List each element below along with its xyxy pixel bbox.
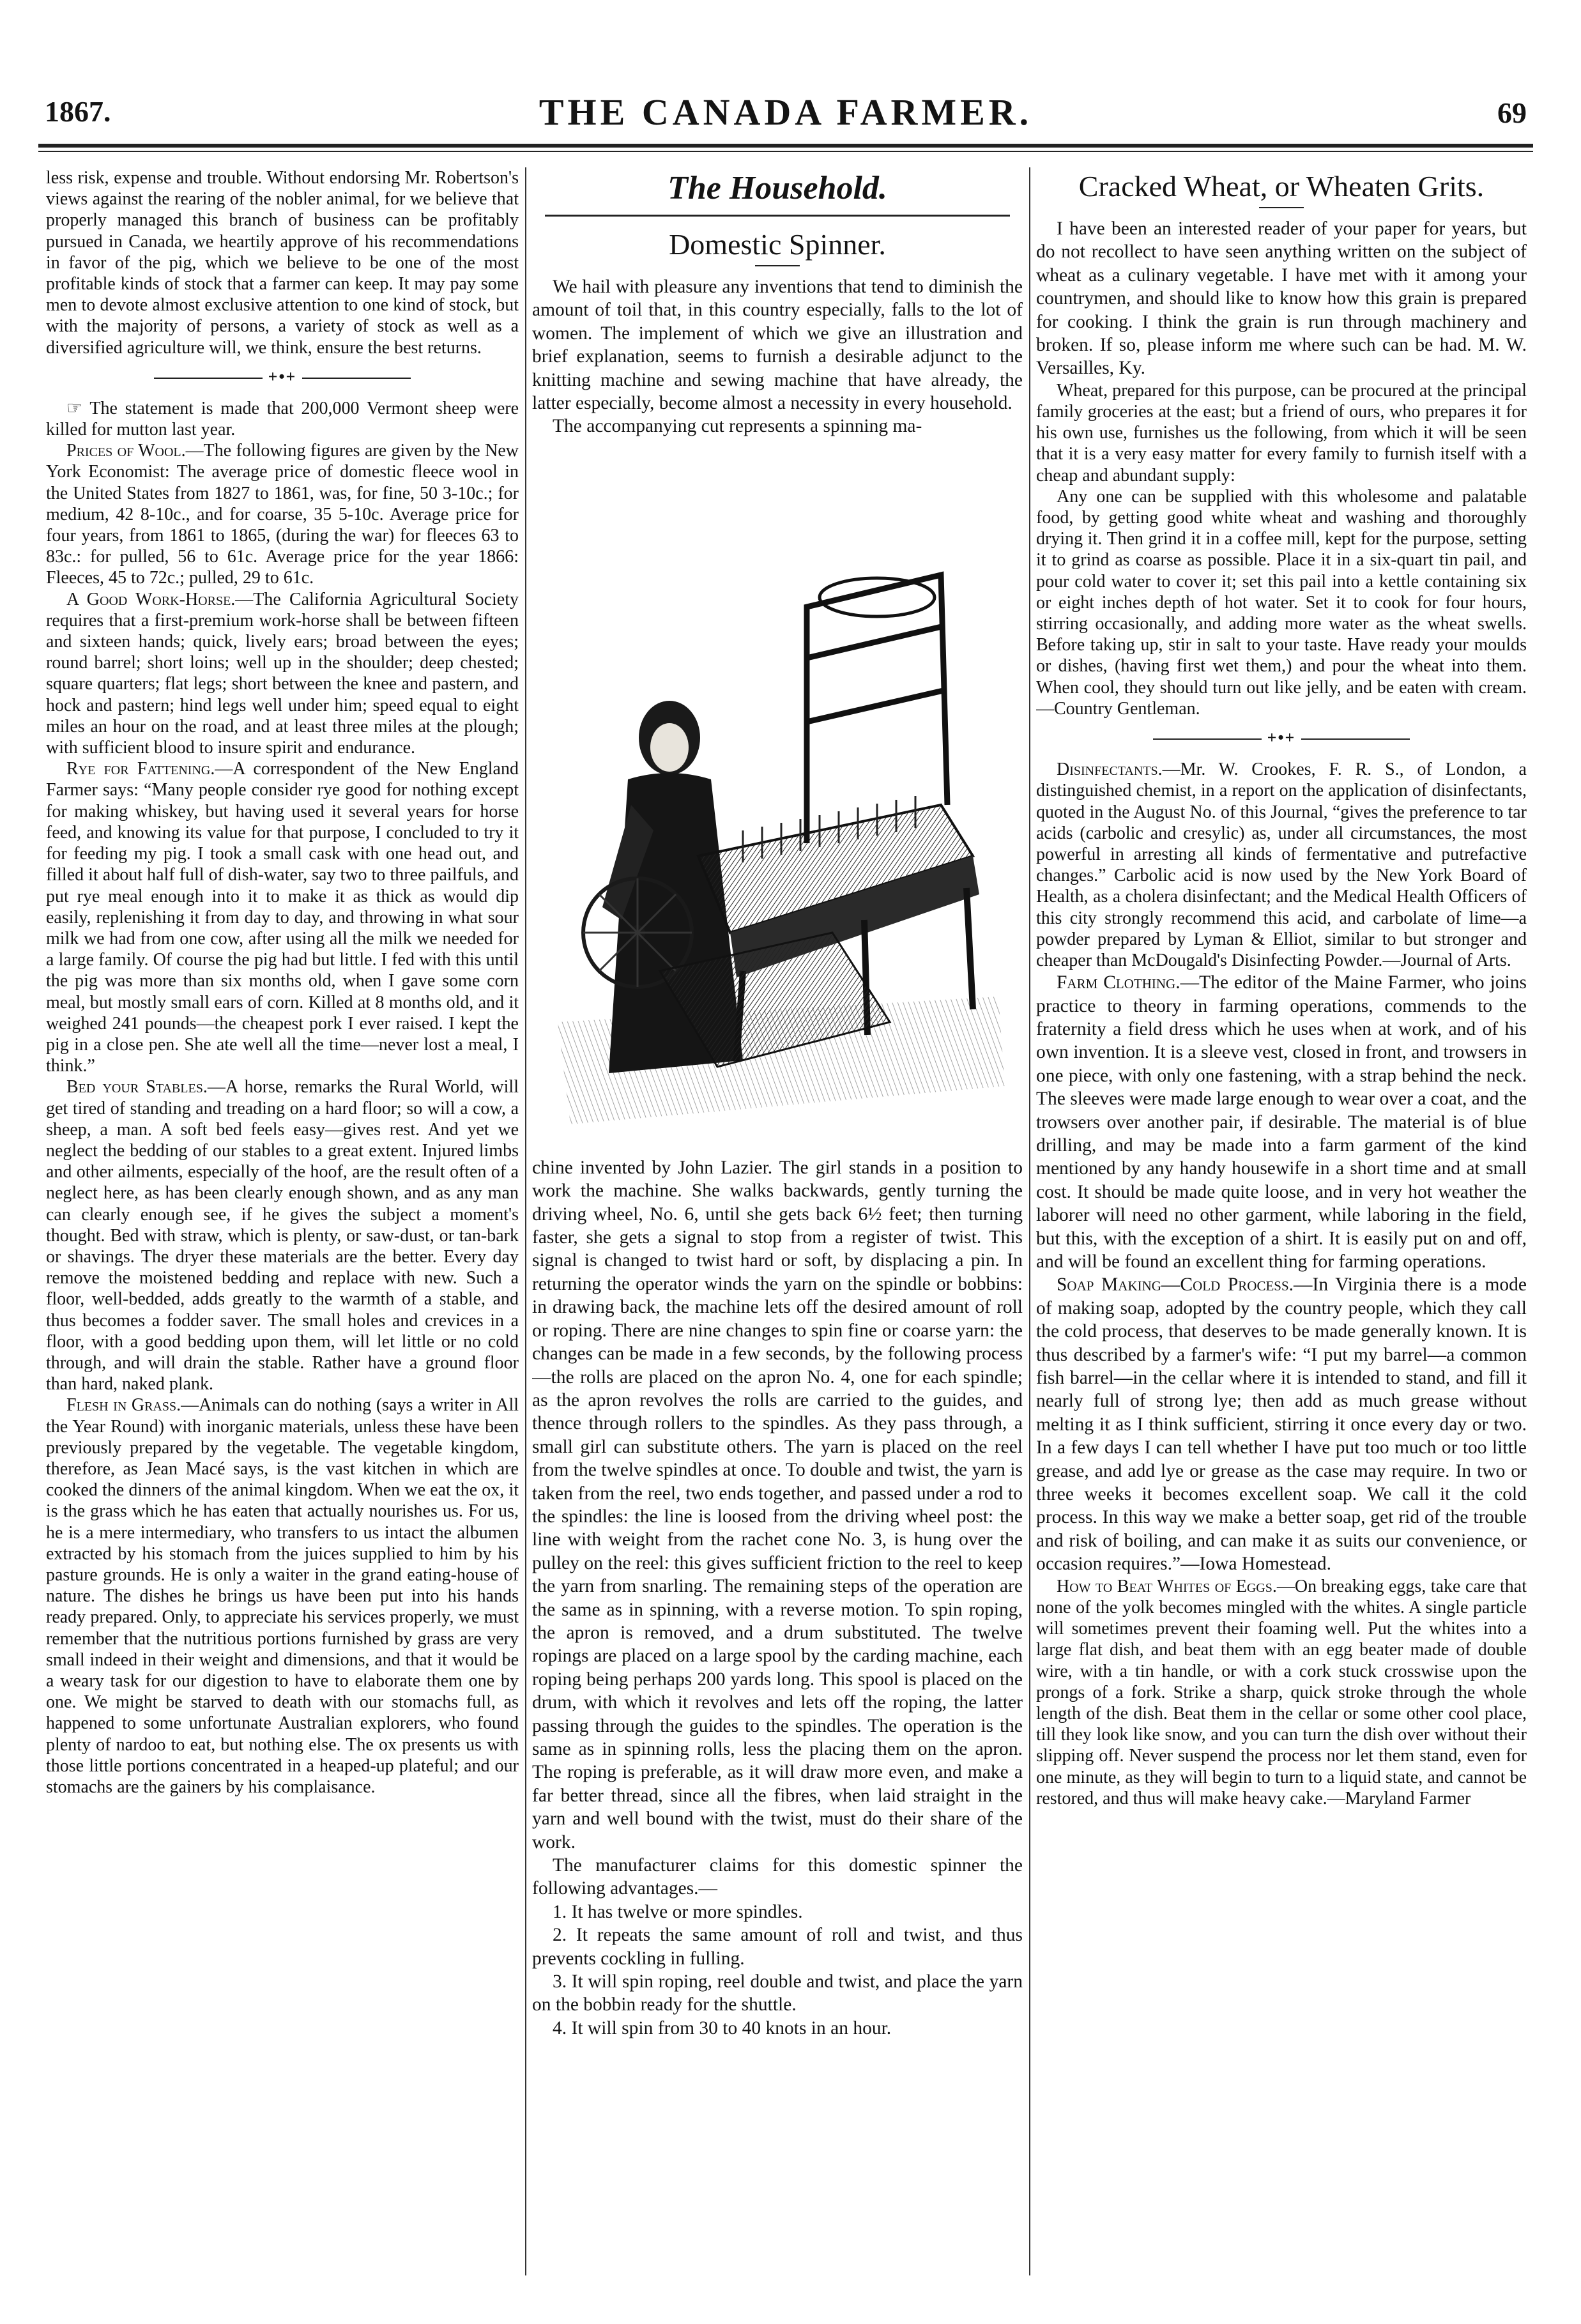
article-vermont-sheep: ☞ The statement is made that 200,000 Vermont sheep were killed for mutton last year.	[46, 398, 519, 440]
section-heading-household: The Household.	[668, 170, 887, 206]
article-lead: Flesh in Grass.	[66, 1395, 181, 1416]
article-work-horse: A Good Work-Horse.—The California Agricultural Society requires that a first-premium work-horse shall be between fifteen and sixteen hands; quick, lively ears; broad between the eyes; round barrel; short loins; well up in the shoulder; deep chested; square quarters; flat legs; short between the knee and pastern, and hock and pastern; hind legs well under him; speed equal to eight miles an hour on the road, and at least three miles at the plough; with sufficient blood to insure spirit and endurance.	[46, 589, 519, 758]
article-disinfectants: Disinfectants.—Mr. W. Crookes, F. R. S., of London, a distinguished chemist, in a report on the application of disinfectants, quoted in the August No. of this Journal, “gives the preference to tar acids (carbolic and cresylic) as, under all circumstances, the most powerful in arresting all kinds of fermentative and putrefactive changes.” Carbolic acid is now used by the New York Board of Health, as a cholera disinfectant; and the Medical Health Officers of this city strongly recommend this acid, and carbolate of lime—a powder prepared by Lyman & Elliot, similar to but stronger and cheaper than McDougald's Disinfecting Powder.—Journal of Arts.	[1036, 760, 1527, 970]
article-lead: Bed your Stables.	[66, 1077, 208, 1097]
column-3	[1036, 167, 1527, 2279]
list-item: 1. It has twelve or more spindles.	[553, 1901, 803, 1922]
list-item: 3. It will spin roping, reel double and twist, and place the yarn on the bobbin ready for the shuttle.	[532, 1971, 1023, 2015]
article-lead: Prices of Wool.	[66, 441, 186, 461]
article-flesh-in-grass: Flesh in Grass.—Animals can do nothing (says a writer in All the Year Round) with inorganic materials, unless these have been previously prepared by the vegetable. The vegetable kingdom, therefore, as Jean Macé says, is the vast kitchen in which are cooked the dinners of the animal kingdom. When we eat the ox, it is the grass which he has eaten that actually nourishes us. For us, he is a mere intermediary, who transfers to us intact the albumen extracted by his stomach from the juices supplied to him by his pasture grounds. He is only a waiter in the grand eating-house of nature. The dishes he brings us have been put into his hands ready prepared. Only, to appreciate his services properly, we must remember that the nutritious portions furnished by grass are very small indeed in their weight and dimensions, and that it would be a weary task for our digestion to have to elaborate them one by one. We might be starved to death with our stomachs full, as happened to some unfortunate Australian explorers, who found plenty of nardoo to eat, but nothing else. The ox presents us with those little portions concentrated in a heaped-up plateful; and our stomachs are the gainers by his complaisance.	[46, 1395, 519, 1798]
spinner-advantages-intro: The manufacturer claims for this domestic spinner the following advantages.—	[532, 1855, 1023, 1899]
article-prices-of-wool: Prices of Wool.—The following figures are given by the New York Economist: The average price of domestic fleece wool in the United States from 1827 to 1861, was, for fine, 50 3-10c.; for medium, 42 8-10c., and for coarse, 35 5-10c. Average price for four years, from 1861 to 1865, (during the war) for fleeces 63 to 83c.: for pulled, 56 to 61c. Average price for the year 1866: Fleeces, 45 to 72c.; pulled, 29 to 61c.	[46, 441, 519, 588]
article-title-domestic-spinner: Domestic Spinner.	[669, 228, 886, 261]
section-divider: +•+	[46, 367, 519, 386]
section-rule	[545, 215, 1010, 217]
article-lead: How to Beat Whites of Eggs.	[1057, 1576, 1277, 1596]
masthead	[45, 89, 1527, 147]
article-lead: A Good Work-Horse.	[66, 589, 236, 609]
list-item: 4. It will spin from 30 to 40 knots in an hour.	[553, 2017, 892, 2038]
spinner-cut-intro: The accompanying cut represents a spinning ma-	[553, 416, 922, 437]
list-item: 2. It repeats the same amount of roll and twist, and thus prevents cockling in fulling.	[532, 1925, 1023, 1969]
cracked-wheat-reply: Wheat, prepared for this purpose, can be procured at the principal family groceries at the east; but a friend of ours, who prepares it for his own use, furnishes us the following, from which it will be seen that it is a very easy matter for every family to furnish itself with a cheap and abundant supply:	[1036, 380, 1527, 485]
spinner-description: chine invented by John Lazier. The girl stands in a position to work the machine. She walks backwards, gently turning the driving wheel, No. 6, until she gets back 6½ feet; then turning faster, she gets a signal to stop from a register of twist. This signal is changed to twist hard or soft, by displacing a pin. In returning the operator winds the yarn on the spindle or bobbins: in drawing back, the machine lets off the desired amount of roll or roping. There are nine changes to spin fine or coarse yarn: the changes can be made in a few seconds, by the following process—the rolls are placed on the apron No. 4, one for each spindle; as the apron revolves the rolls are carried to the guides, and thence through rollers to the spindles. As they pass through, a small girl can substitute others. The yarn is placed on the reel from the twelve spindles at once. To double and twist, the yarn is taken from the reel, two ends together, and passed under a rod to the spindles: the line is loosed from the driving wheel post: the line with weight from the rachet cone No. 3, is hung over the pulley on the reel: this gives sufficient friction to the reel to keep the yarn from snarling. The remaining steps of the operation are the same as in spinning, with a reverse motion. To spin roping, the apron is removed, and a drum substituted. The twelve ropings are placed on a large spool by the carding machine, each roping being perhaps 200 yards long. This spool is placed on the drum, with which it revolves and lets off the roping, the latter passing through the guides to the spindles. The operation is the same as in spinning rolls, less the placing them on the apron. The roping is preferable, as it will draw more even, and make a far better thread, since all the fibres, when laid straight in the yarn and well bound with the twist, must do their share of the work.	[532, 1157, 1023, 1853]
page-number: 69	[1497, 96, 1527, 129]
spinner-intro: We hail with pleasure any inventions that tend to diminish the amount of toil that, in this country especially, falls to the lot of women. The implement of which we give an illustration and brief explanation, seems to furnish a desirable adjunct to the knitting machine and sewing machine that have already, the latter especially, become almost a necessity in every household.	[532, 277, 1023, 414]
column-divider-2	[1029, 167, 1030, 2275]
advantages-list	[532, 1900, 1023, 2040]
article-lead: Disinfectants.	[1057, 760, 1163, 780]
column-1	[46, 167, 519, 2279]
title-rule	[755, 265, 800, 266]
masthead-rule-thin	[38, 151, 1533, 152]
masthead-rule	[38, 144, 1533, 148]
article-lead: Soap Making—Cold Process.	[1057, 1274, 1294, 1296]
article-lead: Rye for Fattening.	[66, 759, 215, 779]
column-2	[532, 167, 1023, 2279]
article-rye-fattening: Rye for Fattening.—A correspondent of the New England Farmer says: “Many people consider rye good for nothing except for making whiskey, but having used it several years for horse feed, and knowing its value for that purpose, I concluded to try it for feeding my pig. I took a small cask with one head out, and filled it about half full of dish-water, say two to three pailfuls, and put rye meal enough into it to make it as thick as would dip easily, replenishing it from day to day, and throwing in what sour milk we had from one cow, after using all the milk we needed for a large family. Of course the pig had but little. I fed with this until the pig was more than six months old, when I gave some corn meal, but mostly small ears of corn. Killed at 8 months old, and it weighed 241 pounds—the cheapest pork I ever raised. I kept the pig in a close pen. She ate well all the time—never lost a meal, I think.”	[46, 759, 519, 1076]
article-beat-whites: How to Beat Whites of Eggs.—On breaking eggs, take care that none of the yolk becomes mingled with the whites. A single particle will sometimes prevent their foaming well. Put the whites into a large flat dish, and beat them with an egg beater made of double wire, with a tin handle, or with a cork stuck crosswise upon the prongs of a fork. Strike a sharp, quick stroke through the whole length of the dish. Beat them in the cellar or some other cool place, till they look like snow, and you can turn the dish over without their slipping off. Never suspend the process nor let them stand, even for one minute, as they will begin to turn to a liquid state, and cannot be restored, and thus will make heavy cake.—Maryland Farmer	[1036, 1576, 1527, 1808]
article-soap-making: Soap Making—Cold Process.—In Virginia there is a mode of making soap, adopted by the country people, which they call the cold process, that deserves to be made generally known. It is thus described by a farmer's wife: “I put my barrel—a common fish barrel—in the cellar where it is intended to stand, and fill it nearly full of strong lye; then add as much grease without melting it as I think sufficient, stirring it once every day or two. In a few days I can tell whether I have put too much or too little grease, and add lye or grease as the case may require. In two or three weeks it becomes excellent soap. We call it the cold process. In this way we make a better soap, get rid of the trouble and risk of boiling, and can make it as suits our convenience, or occasion requires.”—Iowa Homestead.	[1036, 1274, 1527, 1575]
spinning-machine-illustration	[532, 447, 1023, 1150]
article-pig-continued: less risk, expense and trouble. Without endorsing Mr. Robertson's views against the rearing of the nobler animal, for we believe that properly managed this branch of business can be profitably pursued in Canada, we heartily approve of his recommendations in favor of the pig, which we believe to be one of the most profitable kinds of stock that a farmer can keep. It may pay some men to devote almost exclusive attention to one kind of stock, but with the majority of persons, a variety of stock as well as a diversified agriculture will, we think, ensure the best returns.	[46, 168, 519, 358]
article-lead: Farm Clothing.	[1057, 972, 1180, 993]
article-farm-clothing: Farm Clothing.—The editor of the Maine Farmer, who joins practice to theory in farming operations, commends to the fraternity a field dress which he uses when at work, and of his own invention. It is a sleeve vest, closed in front, and trowsers in one piece, with only one fastening, with a strap behind the neck. The sleeves were made large enough to wear over a coat, and the trowsers over another pair, if desirable. The material is of blue drilling, and may be made into a farm garment of the kind mentioned by any handy housewife in a short time and at small cost. It should be made quite loose, and in very hot weather the laborer will need no other garment, while laboring in the field, but this, with the exception of a shirt. It is easily put on and off, and will be found an excellent thing for farming operations.	[1036, 972, 1527, 1272]
cracked-wheat-recipe: Any one can be supplied with this wholesome and palatable food, by getting good white wheat and washing and thoroughly drying it. Then grind it in a coffee mill, kept for the purpose, setting it to grind as coarse as possible. Place it in a six-quart tin pail, and pour cold water to cover it; set this pail into a kettle containing six or eight inches depth of hot water. Set it to cook for four hours, stirring occasionally, and adding more water as the wheat swells. Before taking up, stir in salt to your taste. Have ready your moulds or dishes, (having first wet them,) and pour the wheat into them. When cool, they should turn out like jelly, and be eaten with cream.—Country Gentleman.	[1036, 486, 1527, 719]
column-divider-1	[525, 167, 526, 2275]
article-bed-stables: Bed your Stables.—A horse, remarks the Rural World, will get tired of standing and treading on a hard floor; so will a cow, a sheep, a man. A soft bed feels easy—gives rest. And yet we neglect the bedding of our stables to a great extent. Injured limbs and other ailments, especially of the hoof, are the result often of a neglect here, as has been clearly enough shown, and as any man can clearly enough see, if he gives the subject a moment's thought. Bed with straw, which is plenty, or saw-dust, or tan-bark or shavings. The dryer these materials are the better. Every day remove the moistened bedding and replace with new. Such a floor, well-bedded, adds greatly to the warmth of a stable, and thus becomes a fodder saver. The small holes and crevices in a floor, with a good bedding upon them, will let little or no cold through, and will drain the stable. Rather have a ground floor than hard, naked plank.	[46, 1077, 519, 1395]
cracked-wheat-letter: I have been an interested reader of your paper for years, but do not recollect to have seen anything written on the subject of wheat as a culinary vegetable. I have met with it among your countrymen, and should like to know how this grain is prepared for cooking. I think the grain is run through machinery and broken. If so, please inform me where such can be had. M. W. Versailles, Ky.	[1036, 218, 1527, 379]
spinning-machine-engraving	[532, 447, 1023, 1150]
article-title-cracked-wheat: Cracked Wheat, or Wheaten Grits.	[1078, 170, 1485, 203]
masthead-year: 1867.	[45, 95, 111, 128]
title-rule	[1259, 207, 1304, 208]
section-divider: +•+	[1036, 728, 1527, 747]
masthead-title: THE CANADA FARMER.	[538, 91, 1033, 133]
